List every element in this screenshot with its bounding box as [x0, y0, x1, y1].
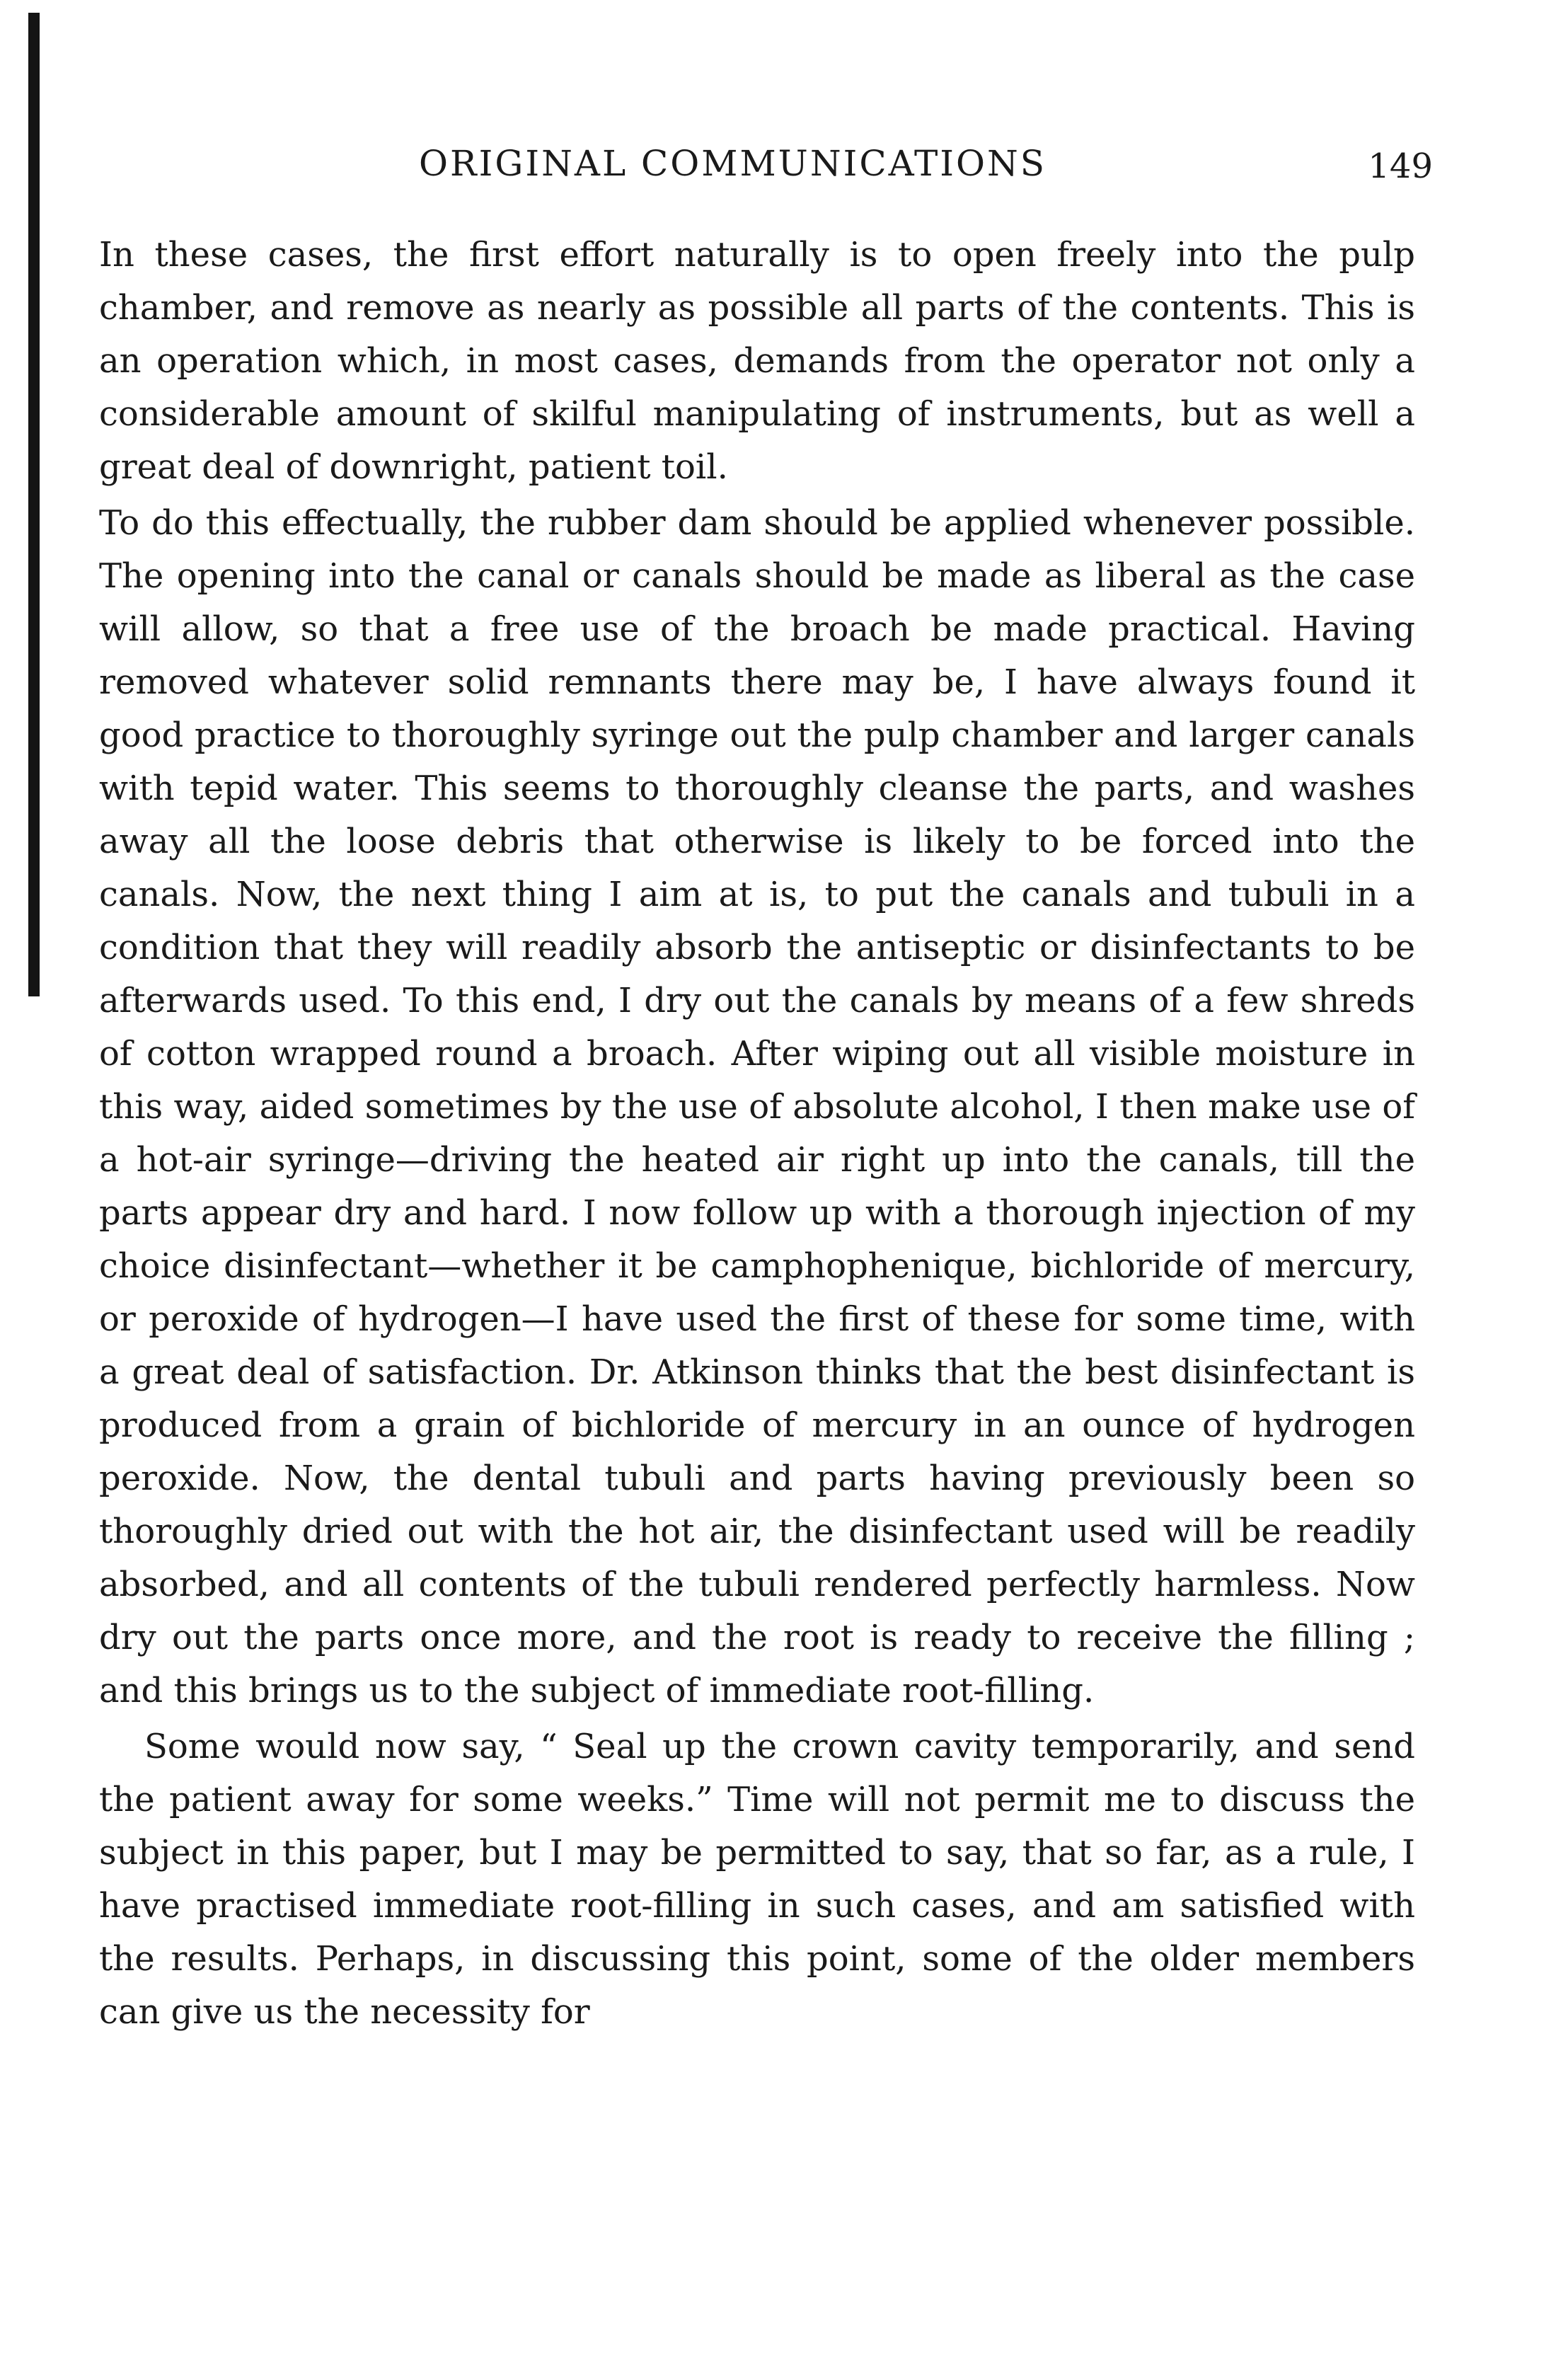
body-text	[99, 229, 1415, 2039]
paragraph-1: In these cases, the first effort naturally is to open freely into the pulp chamber, and remove as nearly as possible all parts of the contents. This is an operation which, in most cases, demands from the operator not only a considerable amount of skilful manipulating of instruments, but as well a great deal of downright, patient toil.	[99, 235, 1415, 487]
running-title: ORIGINAL COMMUNICATIONS	[419, 143, 1047, 184]
binding-edge-rule	[28, 13, 40, 996]
running-header	[99, 138, 1433, 189]
book-page	[99, 138, 1433, 2042]
page-number: 149	[1368, 146, 1433, 186]
paragraph-3: Some would now say, “ Seal up the crown cavity temporarily, and send the patient away for some weeks.” Time will not permit me to discuss the subject in this paper, but I may be permitted to say, that so far, as a rule, I have practised immediate root-filling in such cases, and am satisfied with the results. Perhaps, in discussing this point, some of the older members can give us the necessity for	[99, 1727, 1415, 2032]
paragraph-2: To do this effectually, the rubber dam should be applied whenever possible. The opening into the canal or canals should be made as liberal as the case will allow, so that a free use of the broach be made practical. Having removed whatever solid remnants there may be, I have always found it good practice to thoroughly syringe out the pulp chamber and larger canals with tepid water. This seems to thoroughly cleanse the parts, and washes away all the loose debris that otherwise is likely to be forced into the canals. Now, the next thing I aim at is, to put the canals and tubuli in a condition that they will readily absorb the antiseptic or disinfectants to be afterwards used. To this end, I dry out the canals by means of a few shreds of cotton wrapped round a broach. After wiping out all visible moisture in this way, aided sometimes by the use of absolute alcohol, I then make use of a hot-air syringe—driving the heated air right up into the canals, till the parts appear dry and hard. I now follow up with a thorough injection of my choice disinfectant—whether it be camphophenique, bichloride of mercury, or peroxide of hydrogen—I have used the first of these for some time, with a great deal of satisfaction. Dr. Atkinson thinks that the best disinfectant is produced from a grain of bichloride of mercury in an ounce of hydrogen peroxide. Now, the dental tubuli and parts having previously been so thoroughly dried out with the hot air, the disinfectant used will be readily absorbed, and all contents of the tubuli rendered perfectly harmless. Now dry out the parts once more, and the root is ready to receive the filling ; and this brings us to the subject of immediate root-filling.	[99, 503, 1415, 1710]
